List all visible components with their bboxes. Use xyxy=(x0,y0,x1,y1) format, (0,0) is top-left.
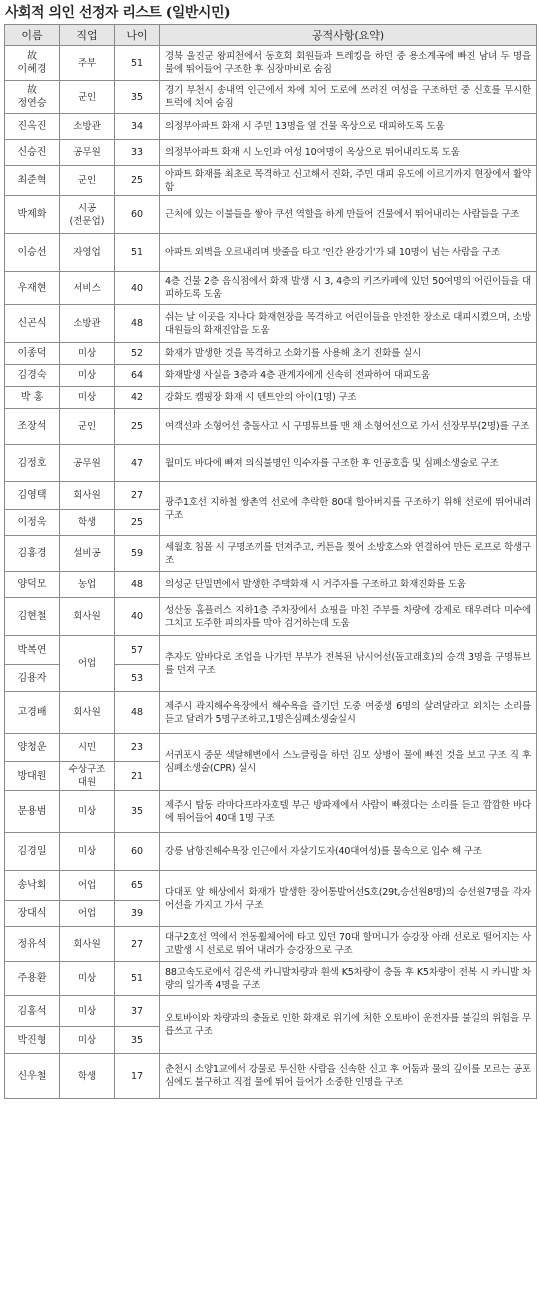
desc-cell: 의정부아파트 화재 시 노인과 여성 10여명이 옥상으로 뛰어내리도록 도움 xyxy=(160,140,537,166)
table-row xyxy=(5,445,537,482)
table-row xyxy=(5,791,537,833)
age-cell: 23 xyxy=(115,734,160,762)
job-cell: 회사원 xyxy=(60,482,115,510)
name-cell: 故 이혜경 xyxy=(5,46,60,81)
name-cell: 정유석 xyxy=(5,927,60,962)
age-cell: 33 xyxy=(115,140,160,166)
desc-cell: 광주1호선 지하철 쌍촌역 선로에 추락한 80대 할아버지를 구조하기 위해 선로에 뛰어내려 구조 xyxy=(160,482,537,536)
job-cell: 자영업 xyxy=(60,234,115,272)
age-cell: 52 xyxy=(115,343,160,365)
table-row xyxy=(5,387,537,409)
desc-cell: 강화도 캠핑장 화재 시 텐트안의 아이(1명) 구조 xyxy=(160,387,537,409)
col-header-name: 이름 xyxy=(5,25,60,46)
age-cell: 25 xyxy=(115,166,160,196)
name-cell: 주용환 xyxy=(5,962,60,996)
name-cell: 양덕모 xyxy=(5,572,60,598)
age-cell: 51 xyxy=(115,46,160,81)
name-cell: 박제화 xyxy=(5,196,60,234)
age-cell: 59 xyxy=(115,536,160,572)
job-cell: 공무원 xyxy=(60,140,115,166)
table-row xyxy=(5,598,537,636)
desc-cell: 88고속도로에서 검은색 카니발차량과 흰색 K5차량이 충돌 후 K5차량이 전복 시 카니발 차량의 일가족 4명을 구조 xyxy=(160,962,537,996)
desc-cell: 화재가 발생한 것을 목격하고 소화기를 사용해 초기 진화를 실시 xyxy=(160,343,537,365)
age-cell: 40 xyxy=(115,272,160,305)
desc-cell: 근처에 있는 이불들을 쌓아 쿠션 역할을 하게 만들어 건물에서 뛰어내리는 사람들을 구조 xyxy=(160,196,537,234)
desc-cell: 4층 건물 2층 음식점에서 화재 발생 시 3, 4층의 키즈카페에 있던 50여명의 어린이들을 대피하도록 도움 xyxy=(160,272,537,305)
age-cell: 47 xyxy=(115,445,160,482)
age-cell: 65 xyxy=(115,871,160,901)
age-cell: 25 xyxy=(115,409,160,445)
age-cell: 64 xyxy=(115,365,160,387)
desc-cell: 세월호 침몰 시 구명조끼를 던져주고, 커튼을 찢어 소방호스와 연결하여 만든 로프로 학생구조 xyxy=(160,536,537,572)
age-cell: 57 xyxy=(115,636,160,665)
name-cell: 김홍경 xyxy=(5,536,60,572)
age-cell: 51 xyxy=(115,234,160,272)
age-cell: 42 xyxy=(115,387,160,409)
desc-cell: 추자도 앞바다로 조업을 나가던 부부가 전복된 낚시어선(돌고래호)의 승객 3명을 구명튜브를 던져 구조 xyxy=(160,636,537,692)
table-row xyxy=(5,409,537,445)
age-cell: 25 xyxy=(115,510,160,536)
table-row xyxy=(5,46,537,81)
table-row xyxy=(5,482,537,510)
job-cell: 미상 xyxy=(60,1027,115,1054)
job-cell: 공무원 xyxy=(60,445,115,482)
name-cell: 장대식 xyxy=(5,901,60,927)
honoree-table xyxy=(4,24,537,1099)
desc-cell: 월미도 바다에 빠져 의식불명인 익수자를 구조한 후 인공호흡 및 심폐소생술로 구조 xyxy=(160,445,537,482)
desc-cell: 아파트 외벽을 오르내리며 밧줄을 타고 '인간 완강기'가 돼 10명이 넘는 사람을 구조 xyxy=(160,234,537,272)
name-cell: 김경일 xyxy=(5,833,60,871)
job-cell: 어업 xyxy=(60,636,115,692)
table-row xyxy=(5,81,537,114)
job-cell: 주부 xyxy=(60,46,115,81)
table-row xyxy=(5,692,537,734)
job-cell: 미상 xyxy=(60,833,115,871)
table-header-row xyxy=(5,25,537,46)
job-cell: 어업 xyxy=(60,901,115,927)
desc-cell: 서귀포시 중문 색달해변에서 스노클링을 하던 김모 상병이 물에 빠진 것을 보고 구조 직 후 심폐소생술(CPR) 실시 xyxy=(160,734,537,791)
job-cell: 농업 xyxy=(60,572,115,598)
job-cell: 설비공 xyxy=(60,536,115,572)
table-row xyxy=(5,1054,537,1099)
job-cell: 미상 xyxy=(60,962,115,996)
desc-cell: 화재발생 사실을 3층과 4층 관계자에게 신속히 전파하여 대피도움 xyxy=(160,365,537,387)
age-cell: 34 xyxy=(115,114,160,140)
name-cell: 김정호 xyxy=(5,445,60,482)
job-cell: 회사원 xyxy=(60,927,115,962)
table-row xyxy=(5,114,537,140)
job-cell: 서비스 xyxy=(60,272,115,305)
name-cell: 이승선 xyxy=(5,234,60,272)
job-cell: 시민 xyxy=(60,734,115,762)
age-cell: 51 xyxy=(115,962,160,996)
name-cell: 송낙회 xyxy=(5,871,60,901)
table-row xyxy=(5,734,537,762)
name-cell: 문용범 xyxy=(5,791,60,833)
desc-cell: 경북 울진군 왕피천에서 동호회 회원들과 트레킹을 하던 중 용소계곡에 빠진 남녀 두 명을 물에 뛰어들어 구조한 후 심장마비로 숨짐 xyxy=(160,46,537,81)
age-cell: 35 xyxy=(115,81,160,114)
name-cell: 김영택 xyxy=(5,482,60,510)
col-header-age: 나이 xyxy=(115,25,160,46)
col-header-job: 직업 xyxy=(60,25,115,46)
desc-cell: 경기 부천시 송내역 인근에서 차에 치어 도로에 쓰러진 여성을 구조하던 중 신호를 무시한 트럭에 치여 숨짐 xyxy=(160,81,537,114)
name-cell: 신승진 xyxy=(5,140,60,166)
name-cell: 우재현 xyxy=(5,272,60,305)
job-cell: 군인 xyxy=(60,409,115,445)
job-cell: 소방관 xyxy=(60,114,115,140)
name-cell: 김경숙 xyxy=(5,365,60,387)
table-row xyxy=(5,572,537,598)
job-cell: 수상구조 대원 xyxy=(60,762,115,791)
desc-cell: 여객선과 소형어선 충돌사고 시 구명튜브를 맨 채 소형어선으로 가서 선장부부(2명)를 구조 xyxy=(160,409,537,445)
table-row xyxy=(5,365,537,387)
desc-cell: 제주시 탑동 라마다프라자호텔 부근 방파제에서 사람이 빠졌다는 소리를 듣고 깜깜한 바다에 뛰어들어 40대 1명 구조 xyxy=(160,791,537,833)
name-cell: 이정욱 xyxy=(5,510,60,536)
age-cell: 37 xyxy=(115,996,160,1027)
job-cell: 미상 xyxy=(60,387,115,409)
job-cell: 미상 xyxy=(60,791,115,833)
name-cell: 故 정연승 xyxy=(5,81,60,114)
age-cell: 60 xyxy=(115,833,160,871)
col-header-desc: 공적사항(요약) xyxy=(160,25,537,46)
job-cell: 학생 xyxy=(60,1054,115,1099)
job-cell: 회사원 xyxy=(60,692,115,734)
name-cell: 신우철 xyxy=(5,1054,60,1099)
name-cell: 고경배 xyxy=(5,692,60,734)
job-cell: 미상 xyxy=(60,343,115,365)
honoree-table-container xyxy=(4,24,536,1099)
desc-cell: 의정부아파트 화재 시 주민 13명을 옆 건물 옥상으로 대피하도록 도움 xyxy=(160,114,537,140)
age-cell: 35 xyxy=(115,1027,160,1054)
name-cell: 진옥진 xyxy=(5,114,60,140)
table-row xyxy=(5,636,537,665)
name-cell: 양청운 xyxy=(5,734,60,762)
table-row xyxy=(5,996,537,1027)
job-cell: 미상 xyxy=(60,365,115,387)
name-cell: 김현철 xyxy=(5,598,60,636)
desc-cell: 오토바이와 차량과의 충돌로 인한 화재로 위기에 처한 오토바이 운전자를 불길의 위험을 무릅쓰고 구조 xyxy=(160,996,537,1054)
table-row xyxy=(5,833,537,871)
desc-cell: 다대포 앞 해상에서 화재가 발생한 장어통발어선S호(29t,승선원8명)의 승선원7명을 각자 어선을 가지고 가서 구조 xyxy=(160,871,537,927)
name-cell: 최준혁 xyxy=(5,166,60,196)
desc-cell: 의성군 단밀면에서 발생한 주택화재 시 거주자를 구조하고 화재진화를 도움 xyxy=(160,572,537,598)
table-row xyxy=(5,140,537,166)
job-cell: 어업 xyxy=(60,871,115,901)
job-cell: 군인 xyxy=(60,166,115,196)
job-cell: 군인 xyxy=(60,81,115,114)
table-row xyxy=(5,196,537,234)
desc-cell: 강릉 남항진해수욕장 인근에서 자살기도자(40대여성)를 물속으로 입수 해 구조 xyxy=(160,833,537,871)
desc-cell: 쉬는 날 이곳을 지나다 화재현장을 목격하고 어린이들을 안전한 장소로 대피시켰으며, 소방대원들의 화재진압을 도움 xyxy=(160,305,537,343)
job-cell: 미상 xyxy=(60,996,115,1027)
table-row xyxy=(5,234,537,272)
age-cell: 27 xyxy=(115,927,160,962)
age-cell: 48 xyxy=(115,692,160,734)
desc-cell: 대구2호선 역에서 전동휠체어에 타고 있던 70대 할머니가 승강장 아래 선로로 떨어지는 사고발생 시 선로로 뛰어 내려가 승강장으로 구조 xyxy=(160,927,537,962)
age-cell: 35 xyxy=(115,791,160,833)
age-cell: 53 xyxy=(115,665,160,692)
desc-cell: 제주시 곽지해수욕장에서 해수욕을 즐기던 도중 여중생 6명의 살려달라고 외치는 소리를 듣고 달려가 5명구조하고,1명은심폐소생술실시 xyxy=(160,692,537,734)
age-cell: 40 xyxy=(115,598,160,636)
age-cell: 48 xyxy=(115,572,160,598)
job-cell: 회사원 xyxy=(60,598,115,636)
table-row xyxy=(5,305,537,343)
table-row xyxy=(5,871,537,901)
desc-cell: 춘천시 소양1교에서 강물로 투신한 사람을 신속한 신고 후 어둠과 물의 깊이를 모르는 공포심에도 불구하고 직접 물에 뛰어 들어가 소중한 인명을 구조 xyxy=(160,1054,537,1099)
name-cell: 김홍석 xyxy=(5,996,60,1027)
page-title: 사회적 의인 선정자 리스트 (일반시민) xyxy=(5,5,231,21)
name-cell: 박진형 xyxy=(5,1027,60,1054)
name-cell: 방대원 xyxy=(5,762,60,791)
age-cell: 48 xyxy=(115,305,160,343)
name-cell: 신곤식 xyxy=(5,305,60,343)
table-row xyxy=(5,343,537,365)
name-cell: 김용자 xyxy=(5,665,60,692)
age-cell: 39 xyxy=(115,901,160,927)
age-cell: 17 xyxy=(115,1054,160,1099)
table-row xyxy=(5,272,537,305)
name-cell: 박 홍 xyxy=(5,387,60,409)
name-cell: 조장석 xyxy=(5,409,60,445)
name-cell: 박복연 xyxy=(5,636,60,665)
job-cell: 시공 (전문업) xyxy=(60,196,115,234)
job-cell: 소방관 xyxy=(60,305,115,343)
table-row xyxy=(5,166,537,196)
age-cell: 27 xyxy=(115,482,160,510)
desc-cell: 아파트 화재를 최초로 목격하고 신고해서 진화, 주민 대피 유도에 이르기까지 현장에서 활약함 xyxy=(160,166,537,196)
table-row xyxy=(5,536,537,572)
age-cell: 60 xyxy=(115,196,160,234)
name-cell: 이종덕 xyxy=(5,343,60,365)
table-row xyxy=(5,927,537,962)
desc-cell: 성산동 홈플러스 지하1층 주차장에서 쇼핑을 마친 주부를 차량에 강제로 태우려다 미수에 그치고 도주한 피의자를 막아 검거하는데 도움 xyxy=(160,598,537,636)
age-cell: 21 xyxy=(115,762,160,791)
table-row xyxy=(5,962,537,996)
table-body xyxy=(5,46,537,1099)
job-cell: 학생 xyxy=(60,510,115,536)
